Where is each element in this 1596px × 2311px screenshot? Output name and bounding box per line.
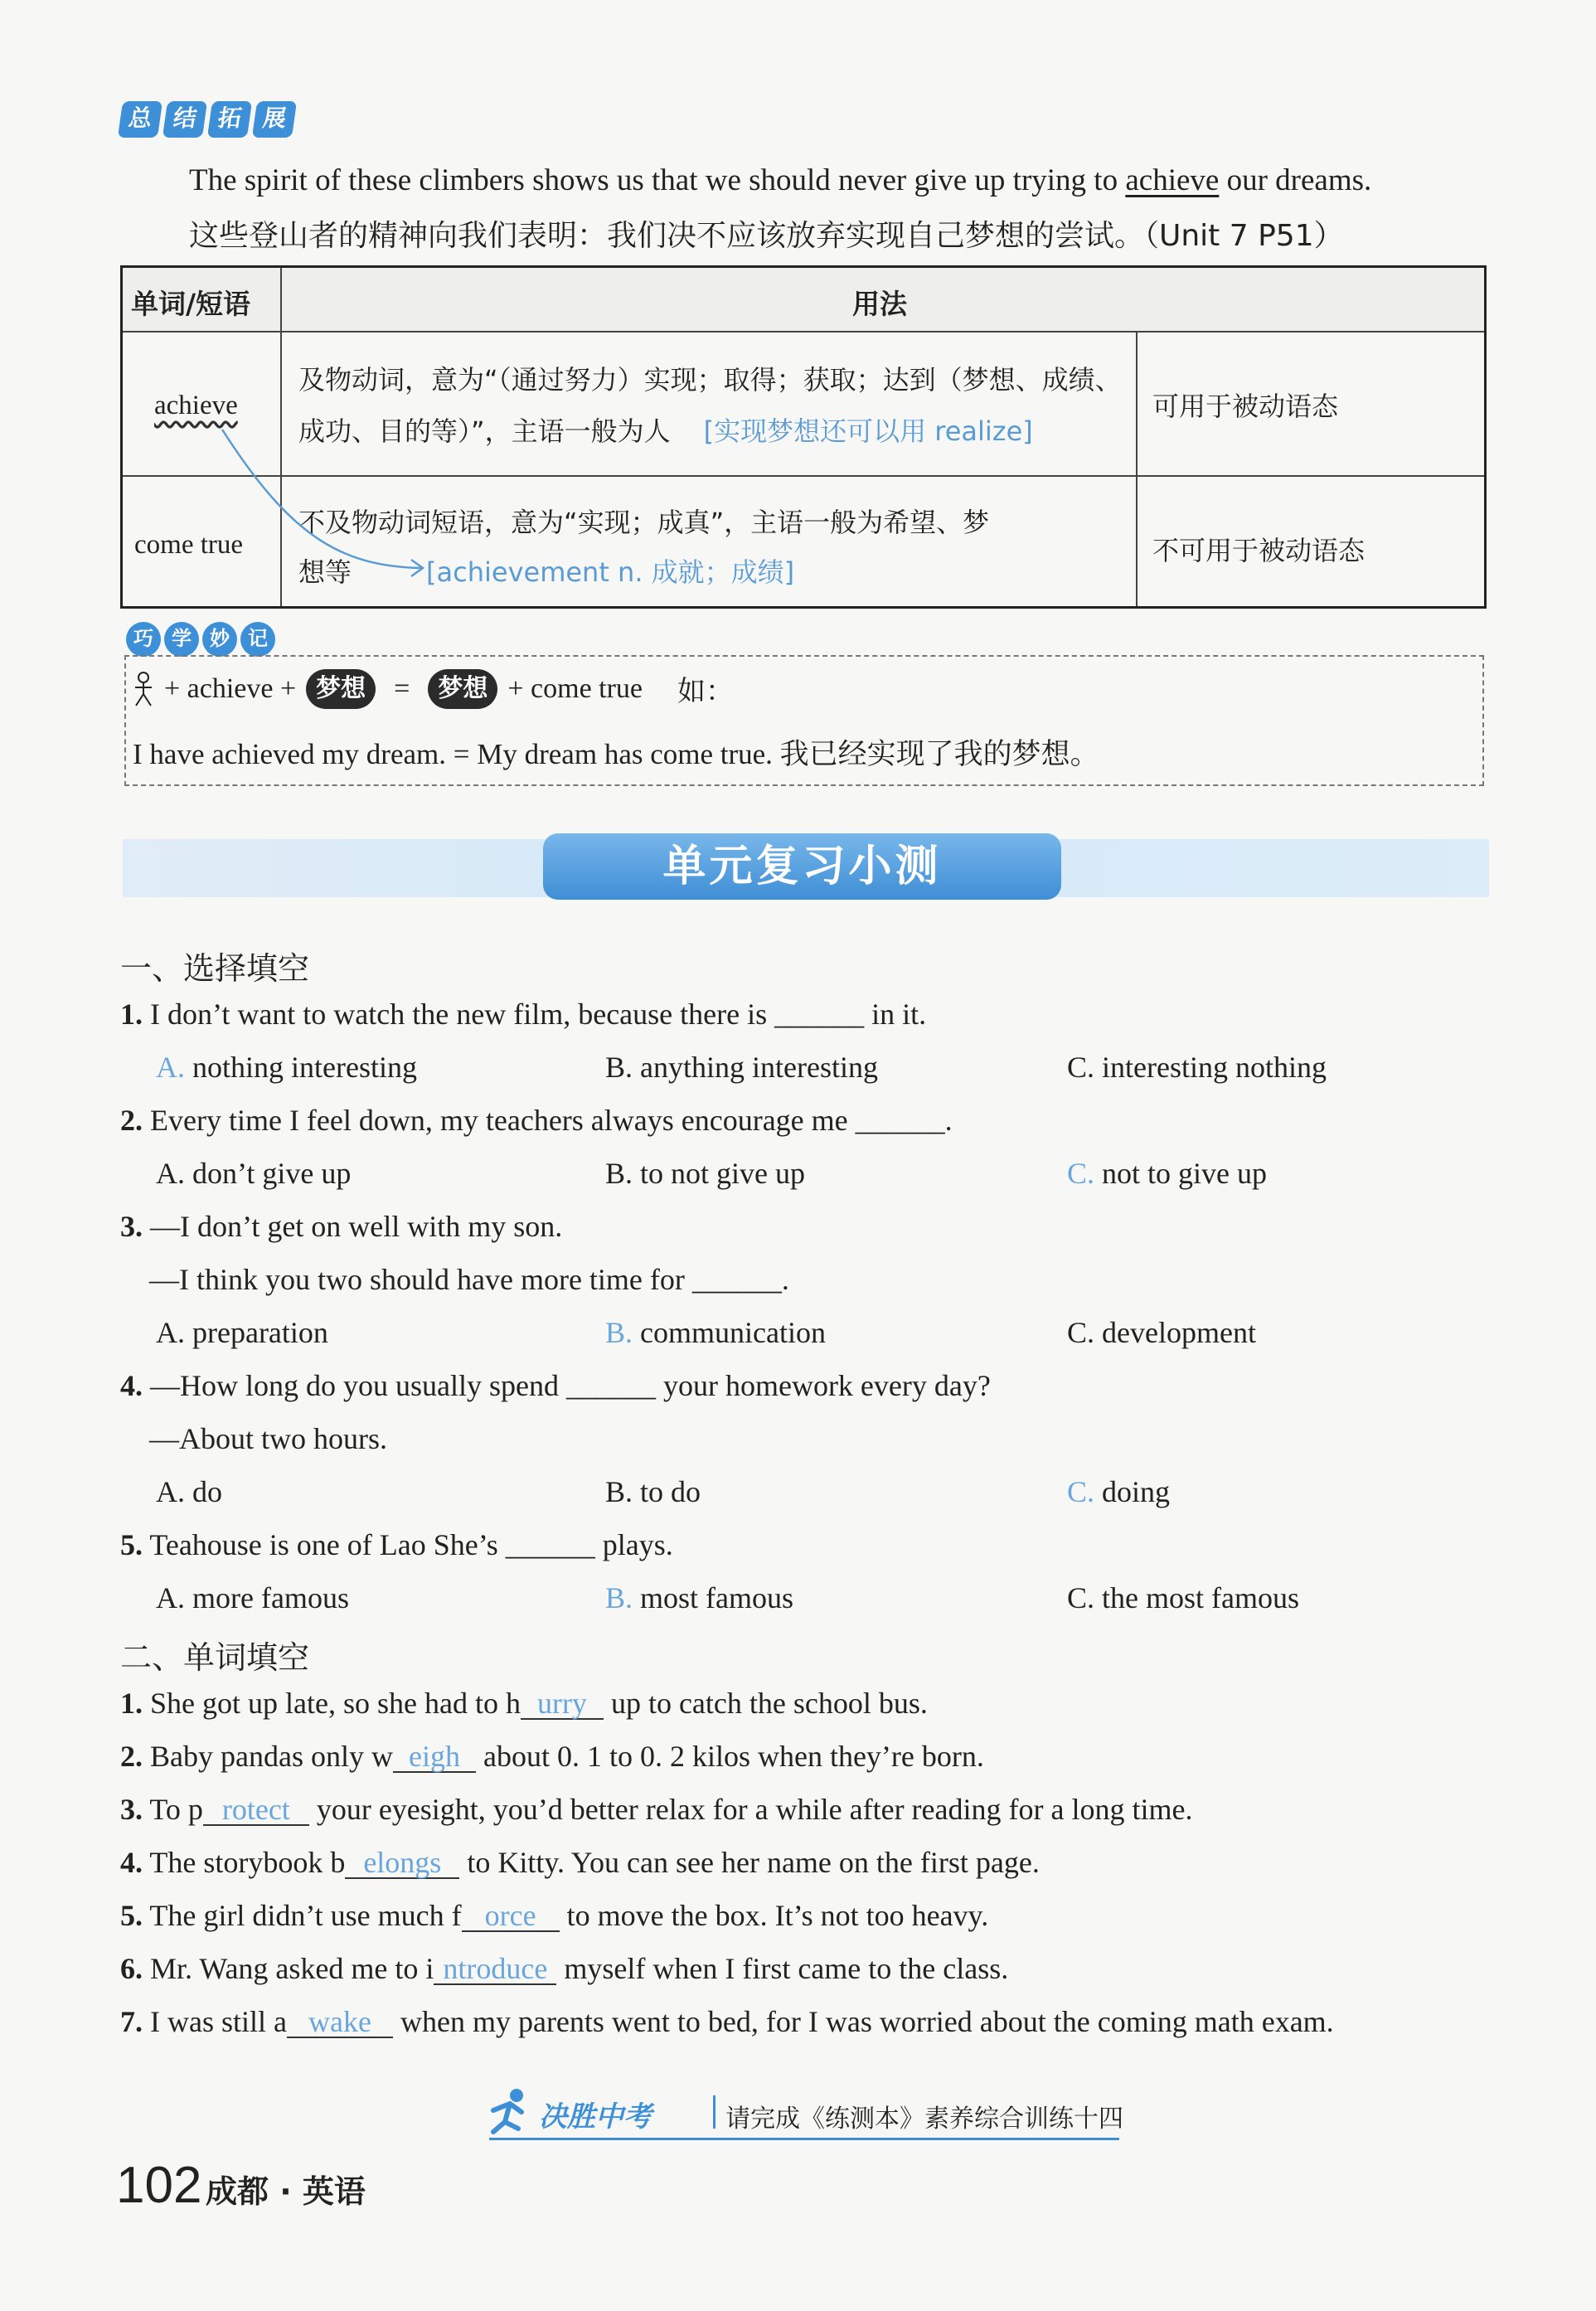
summary-sentence-zh: 这些登山者的精神向我们表明：我们决不应该放弃实现自己梦想的尝试。（Unit 7 P51）	[189, 219, 1344, 253]
usage-text: 及物动词，意为“（通过努力）实现；取得；获取；达到（梦想、成绩、	[298, 364, 1122, 396]
dream-icon: 梦想	[428, 669, 497, 709]
answer-fill: ntroduce	[434, 1954, 556, 1985]
fill-item: 6. Mr. Wang asked me to i ntroduce myself when I first came to the class.	[120, 1952, 1009, 1985]
option: C. the most famous	[1067, 1581, 1299, 1614]
option: A. more famous	[156, 1581, 349, 1614]
answer-fill: elongs	[345, 1847, 459, 1879]
answer-fill: wake	[287, 2007, 393, 2038]
section1-title: 一、选择填空	[120, 950, 310, 987]
fill-item: 7. I was still a wake when my parents went to bed, for I was worried about the coming math exam.	[120, 2005, 1334, 2038]
question: 3. —I don’t get on well with my son.	[120, 1210, 563, 1243]
term-come-true: come true	[134, 530, 244, 560]
question: 2. Every time I feel down, my teachers always encourage me ______.	[120, 1104, 953, 1137]
usage-table	[120, 265, 1487, 609]
option: C. not to give up	[1067, 1157, 1267, 1190]
footer-instruction: 请完成《练测本》素养综合训练十四	[725, 2105, 1123, 2134]
question-line: —About two hours.	[149, 1422, 387, 1455]
option: A. do	[156, 1475, 222, 1508]
usage-text: 成功、目的等）”，主语一般为人 [实现梦想还可以用 realize]	[298, 415, 1033, 447]
answer-fill: orce	[462, 1901, 560, 1932]
option: B. most famous	[605, 1581, 794, 1614]
answer-fill: rotect	[203, 1794, 309, 1826]
option: C. interesting nothing	[1067, 1051, 1327, 1084]
page-subtitle: 成都 · 英语	[206, 2173, 366, 2210]
usage-text: 不及物动词短语，意为“实现；成真”，主语一般为希望、梦	[298, 507, 990, 538]
option: C. doing	[1067, 1475, 1171, 1508]
option: A. don’t give up	[156, 1157, 352, 1190]
question: 1. I don’t want to watch the new film, because there is ______ in it.	[120, 998, 927, 1031]
person-icon	[133, 671, 154, 707]
badge-char: 妙	[202, 622, 237, 657]
badge-char: 拓	[207, 101, 252, 138]
option: A. preparation	[156, 1316, 328, 1349]
option: C. development	[1067, 1316, 1256, 1349]
tip-box	[124, 655, 1484, 786]
answer-fill: eigh	[393, 1741, 476, 1773]
footer-brand: 决胜中考	[539, 2100, 652, 2134]
badge-char: 总	[118, 101, 163, 138]
voice-note: 可用于被动语态	[1152, 391, 1339, 422]
header-term: 单词/短语	[131, 288, 251, 320]
annotation-arrow	[123, 268, 1489, 611]
section-banner: 单元复习小测	[543, 833, 1061, 900]
summary-badge	[120, 101, 294, 138]
badge-char: 记	[240, 622, 275, 657]
option: B. to not give up	[605, 1157, 805, 1190]
fill-item: 5. The girl didn’t use much f orce to move the box. It’s not too heavy.	[120, 1899, 989, 1932]
option: A. nothing interesting	[156, 1051, 417, 1084]
voice-note: 不可用于被动语态	[1152, 535, 1366, 566]
handwritten-note: [achievement n. 成就；成绩]	[426, 556, 795, 588]
tip-example: I have achieved my dream. = My dream has come true. 我已经实现了我的梦想。	[133, 738, 1099, 770]
usage-text: 想等 [achievement n. 成就；成绩]	[298, 556, 795, 588]
question: 5. Teahouse is one of Lao She’s ______ plays.	[120, 1528, 673, 1561]
fill-item: 1. She got up late, so she had to h urry up to catch the school bus.	[120, 1687, 928, 1720]
section2-title: 二、单词填空	[120, 1639, 310, 1676]
tip-badge	[126, 622, 275, 657]
tip-formula: + achieve + 梦想 = 梦想 + come true 如：	[133, 668, 734, 709]
answer-fill: urry	[521, 1688, 604, 1720]
badge-char: 巧	[126, 622, 161, 657]
badge-char: 学	[164, 622, 199, 657]
fill-item: 2. Baby pandas only w eigh about 0. 1 to 0. 2 kilos when they’re born.	[120, 1740, 984, 1773]
badge-char: 结	[163, 101, 207, 138]
summary-sentence-en: The spirit of these climbers shows us that we should never give up trying to achieve our dreams.	[189, 163, 1372, 197]
question-line: —I think you two should have more time for ______.	[149, 1263, 789, 1296]
handwritten-note: [实现梦想还可以用 realize]	[703, 415, 1033, 447]
dream-icon: 梦想	[306, 669, 376, 709]
header-usage: 用法	[852, 288, 907, 320]
fill-item: 4. The storybook b elongs to Kitty. You can see her name on the first page.	[120, 1846, 1040, 1879]
fill-item: 3. To p rotect your eyesight, you’d better relax for a while after reading for a long time.	[120, 1793, 1193, 1826]
key-word: achieve	[1125, 163, 1220, 197]
page-number: 102	[116, 2157, 202, 2214]
option: B. anything interesting	[605, 1051, 878, 1084]
option: B. communication	[605, 1316, 826, 1349]
term-achieve: achieve	[154, 391, 238, 420]
question: 4. —How long do you usually spend ______ your homework every day?	[120, 1369, 991, 1402]
option: B. to do	[605, 1475, 701, 1508]
runner-logo-icon	[485, 2085, 535, 2135]
badge-char: 展	[252, 101, 297, 138]
